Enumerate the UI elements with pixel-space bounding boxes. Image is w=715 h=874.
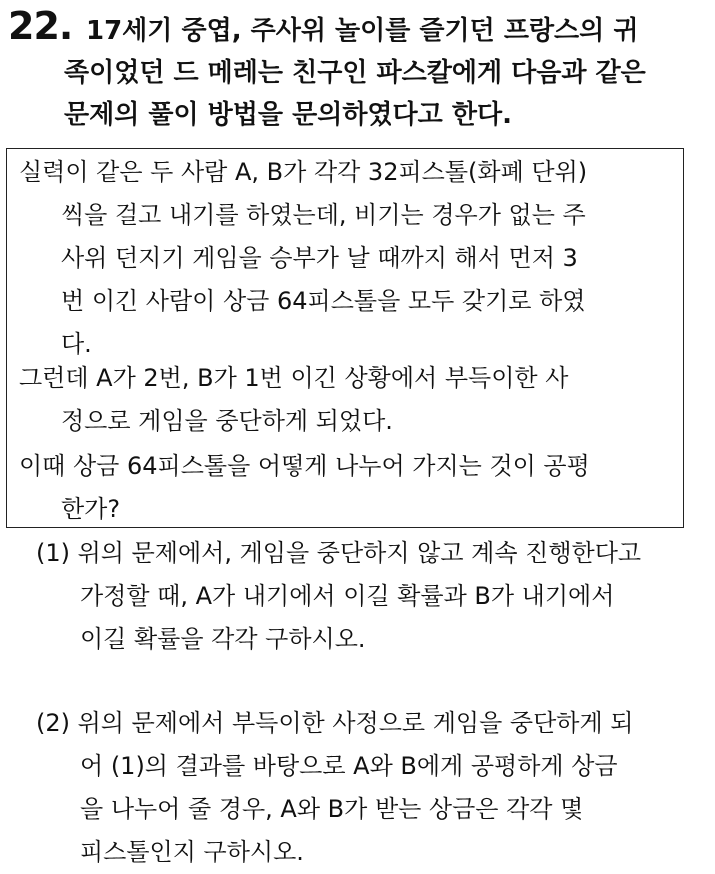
box-line: 다. <box>61 330 92 358</box>
sub-question-1 <box>36 532 696 661</box>
question-stem-line: 족이었던 드 메레는 친구인 파스칼에게 다음과 같은 <box>64 58 646 88</box>
question-stem <box>64 10 706 136</box>
problem-box <box>6 148 684 528</box>
box-paragraph-2 <box>19 357 674 443</box>
box-line: 사위 던지기 게임을 승부가 날 때까지 해서 먼저 3 <box>61 244 578 272</box>
box-paragraph-1 <box>19 151 674 366</box>
question-stem-line: 17세기 중엽, 주사위 놀이를 즐기던 프랑스의 귀 <box>86 16 639 46</box>
sub-question-line: 가정할 때, A가 내기에서 이길 확률과 B가 내기에서 <box>80 582 615 610</box>
question-stem-line: 문제의 풀이 방법을 문의하였다고 한다. <box>64 100 512 130</box>
sub-question-line: 을 나누어 줄 경우, A와 B가 받는 상금은 각각 몇 <box>80 795 584 823</box>
sub-question-line: 어 (1)의 결과를 바탕으로 A와 B에게 공평하게 상금 <box>80 752 618 780</box>
box-line: 실력이 같은 두 사람 A, B가 각각 32피스톨(화폐 단위) <box>19 158 588 186</box>
box-line: 그런데 A가 2번, B가 1번 이긴 상황에서 부득이한 사 <box>19 364 569 392</box>
box-line: 이때 상금 64피스톨을 어떻게 나누어 가지는 것이 공평 <box>19 452 590 480</box>
question-number: 22. <box>8 4 73 48</box>
box-line: 정으로 게임을 중단하게 되었다. <box>61 407 393 435</box>
sub-question-line: 피스톨인지 구하시오. <box>80 838 304 866</box>
sub-question-line: 이길 확률을 각각 구하시오. <box>80 625 366 653</box>
sub-question-line: (1) 위의 문제에서, 게임을 중단하지 않고 계속 진행한다고 <box>36 539 642 567</box>
sub-question-line: (2) 위의 문제에서 부득이한 사정으로 게임을 중단하게 되 <box>36 709 634 737</box>
box-line: 씩을 걸고 내기를 하였는데, 비기는 경우가 없는 주 <box>61 201 586 229</box>
box-line: 번 이긴 사람이 상금 64피스톨을 모두 갖기로 하였 <box>61 287 586 315</box>
box-paragraph-3 <box>19 445 674 531</box>
box-line: 한가? <box>61 495 121 523</box>
sub-question-2 <box>36 702 696 874</box>
